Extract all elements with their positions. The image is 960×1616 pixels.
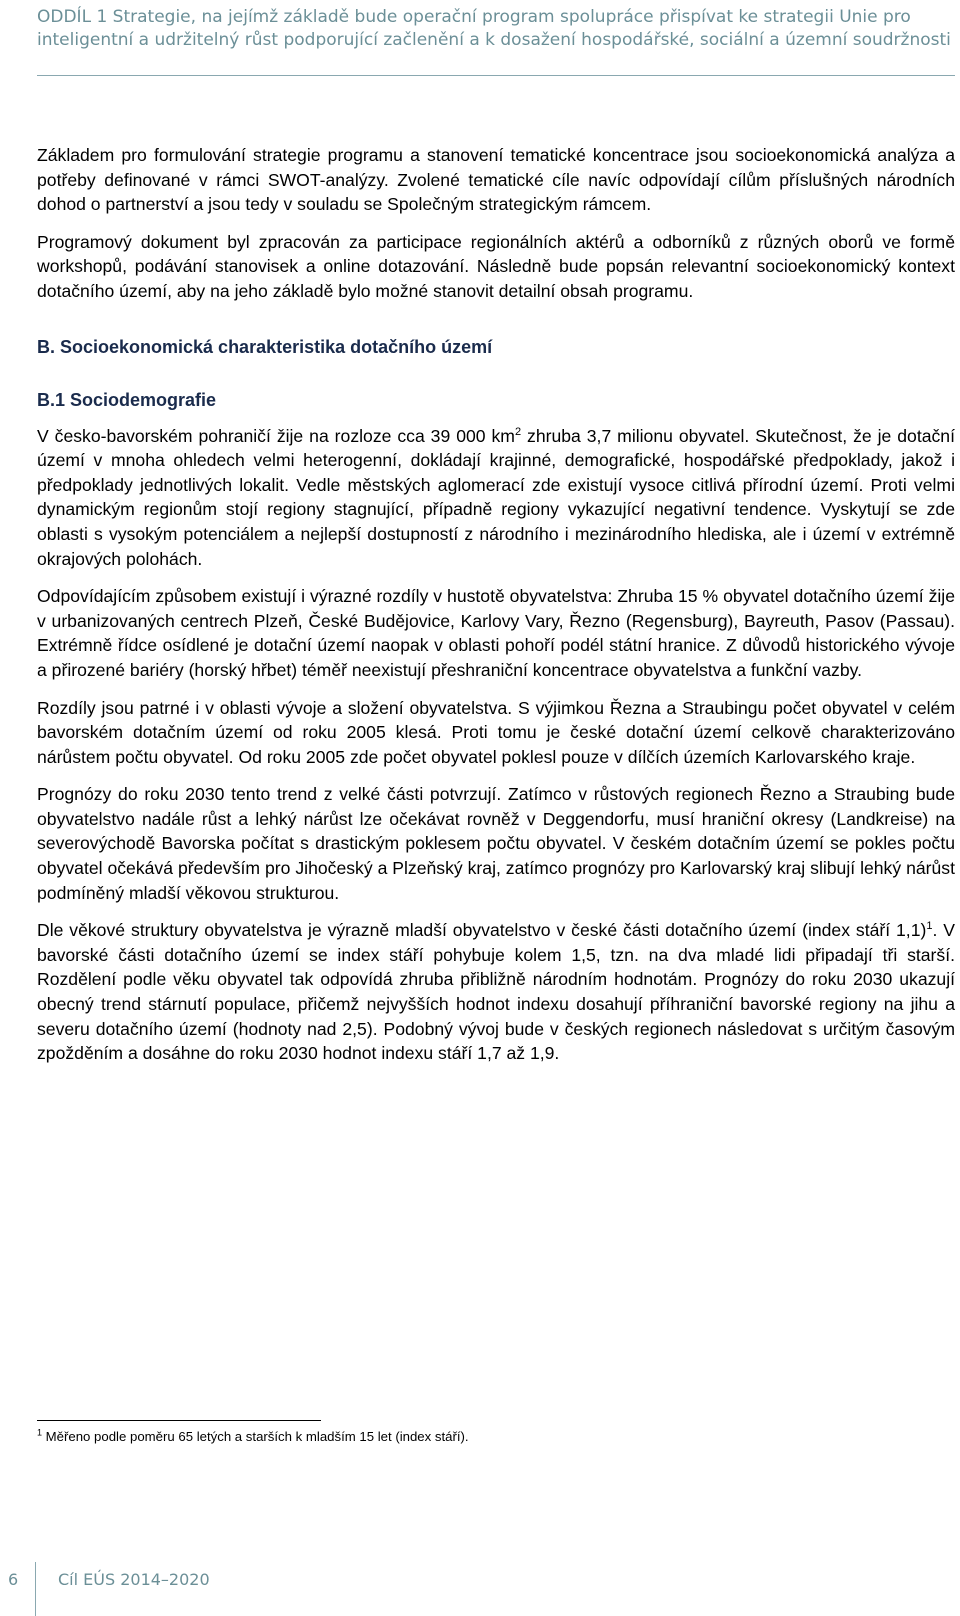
footnote <box>37 1428 955 1446</box>
footer-divider <box>35 1562 36 1616</box>
sociodemography-paragraph-2: Odpovídajícím způsobem existují i výrazné rozdíly v hustotě obyvatelstva: Zhruba 15 % obyvatel dotačního území žije v urbanizovaných centrech Plzeň, České Budějovice, Karlovy Vary, Řezno (Regensburg), Bayreuth, Pasov (Passau). Extrémně řídce osídlené je dotační území naopak v oblasti pohoří podél státní hranice. Z důvodů historického vývoje a přirozené bariéry (horský hřbet) téměř neexistují přeshraniční koncentrace obyvatelstva a funkční vazby. <box>37 586 955 680</box>
sociodemography-paragraph-1 <box>37 424 955 572</box>
paragraph-text: V česko-bavorském pohraničí žije na rozloze cca 39 000 km <box>37 425 515 446</box>
sociodemography-paragraph-3: Rozdíly jsou patrné i v oblasti vývoje a složení obyvatelstva. S výjimkou Řezna a Straubingu počet obyvatel v celém bavorském dotačním území od roku 2005 klesá. Proti tomu je české dotační území celkově charakterizováno nárůstem počtu obyvatel. Od roku 2005 zde počet obyvatel poklesl pouze v dílčích územích Karlovarského kraje. <box>37 697 955 767</box>
footnote-text: Měřeno podle poměru 65 letých a starších k mladším 15 let (index stáří). <box>42 1429 469 1444</box>
sociodemography-paragraph-4: Prognózy do roku 2030 tento trend z velké části potvrzují. Zatímco v růstových regionech Řezno a Straubing bude obyvatelstvo nadále růst a lehký nárůst lze očekávat rovněž v Deggendorfu, musí hraniční okresy (Landkreise) na severovýchodě Bavorska počítat s drastickým poklesem počtu obyvatel. V českém dotačním území se pokles počtu obyvatel očekává především pro Jihočeský a Plzeňský kraj, zatímco prognózy pro Karlovarský kraj slibují lehký nárůst podmíněný mladší věkovou strukturou. <box>37 784 955 903</box>
paragraph-text: zhruba 3,7 milionu obyvatel. Skutečnost, že je dotační území v mnoha ohledech velmi heterogenní, dokládají krajinné, demografické, hospodářské předpoklady, jakož i předpoklady jednotlivých lokalit. Vedle městských aglomerací zde existují vysoce citlivá přírodní území. Proti velmi dynamickým regionům stojí regiony stagnující, případně regiony vykazující negativní tendence. Vyskytují se zde oblasti s vysokým potenciálem a nejlepší dostupností z národního i mezinárodního hlediska, ale i území v extrémně okrajových polohách. <box>37 425 955 569</box>
sociodemography-paragraph-5 <box>37 918 955 1066</box>
document-body <box>37 143 955 1079</box>
intro-paragraph-2: Programový dokument byl zpracován za participace regionálních aktérů a odborníků z různých oborů ve formě workshopů, podávání stanovisek a online dotazování. Následně bude popsán relevantní socioekonomický kontext dotačního území, aby na jeho základě bylo možné stanovit detailní obsah programu. <box>37 231 955 301</box>
footnote-marker: 1 <box>37 1427 43 1438</box>
footer-program-name: Cíl EÚS 2014–2020 <box>58 1570 210 1589</box>
page-header-title: ODDÍL 1 Strategie, na jejímž základě bude operační program spolupráce přispívat ke strategii Unie pro inteligentní a udržitelný růst podporující začlenění a k dosažení hospodářské, sociální a územní soudržnosti <box>37 7 951 50</box>
subsection-heading: B.1 Sociodemografie <box>37 389 217 410</box>
section-heading: B. Socioekonomická charakteristika dotačního území <box>37 336 493 357</box>
paragraph-text: . V bavorské části dotačního území se index stáří pohybuje kolem 1,5, tzn. na dva mladé lidi připadají tři starší. Rozdělení podle věku obyvatel tak odpovídá zhruba přibližně národním hodnotám. Prognózy do roku 2030 ukazují obecný trend stárnutí populace, přičemž nejvyšších hodnot indexu dosahují příhraniční bavorské regiony na jihu a severu dotačního území (hodnoty nad 2,5). Podobný vývoj bude v českých regionech následovat s určitým časovým zpožděním a dosáhne do roku 2030 hodnot indexu stáří 1,7 až 1,9. <box>37 920 955 1064</box>
superscript: 2 <box>514 425 522 438</box>
header-divider <box>37 75 955 76</box>
page-footer <box>0 1562 960 1616</box>
intro-paragraph-1: Základem pro formulování strategie programu a stanovení tematické koncentrace jsou socioekonomická analýza a potřeby definované v rámci SWOT-analýzy. Zvolené tematické cíle navíc odpovídají cílům příslušných národních dohod o partnerství a jsou tedy v souladu se Společným strategickým rámcem. <box>37 145 955 215</box>
paragraph-text: Dle věkové struktury obyvatelstva je výrazně mladší obyvatelstvo v české části dotačního území (index stáří 1,1) <box>37 920 927 941</box>
footnote-reference[interactable]: 1 <box>926 920 933 933</box>
page-number: 6 <box>8 1570 19 1589</box>
footnote-divider <box>37 1420 321 1421</box>
